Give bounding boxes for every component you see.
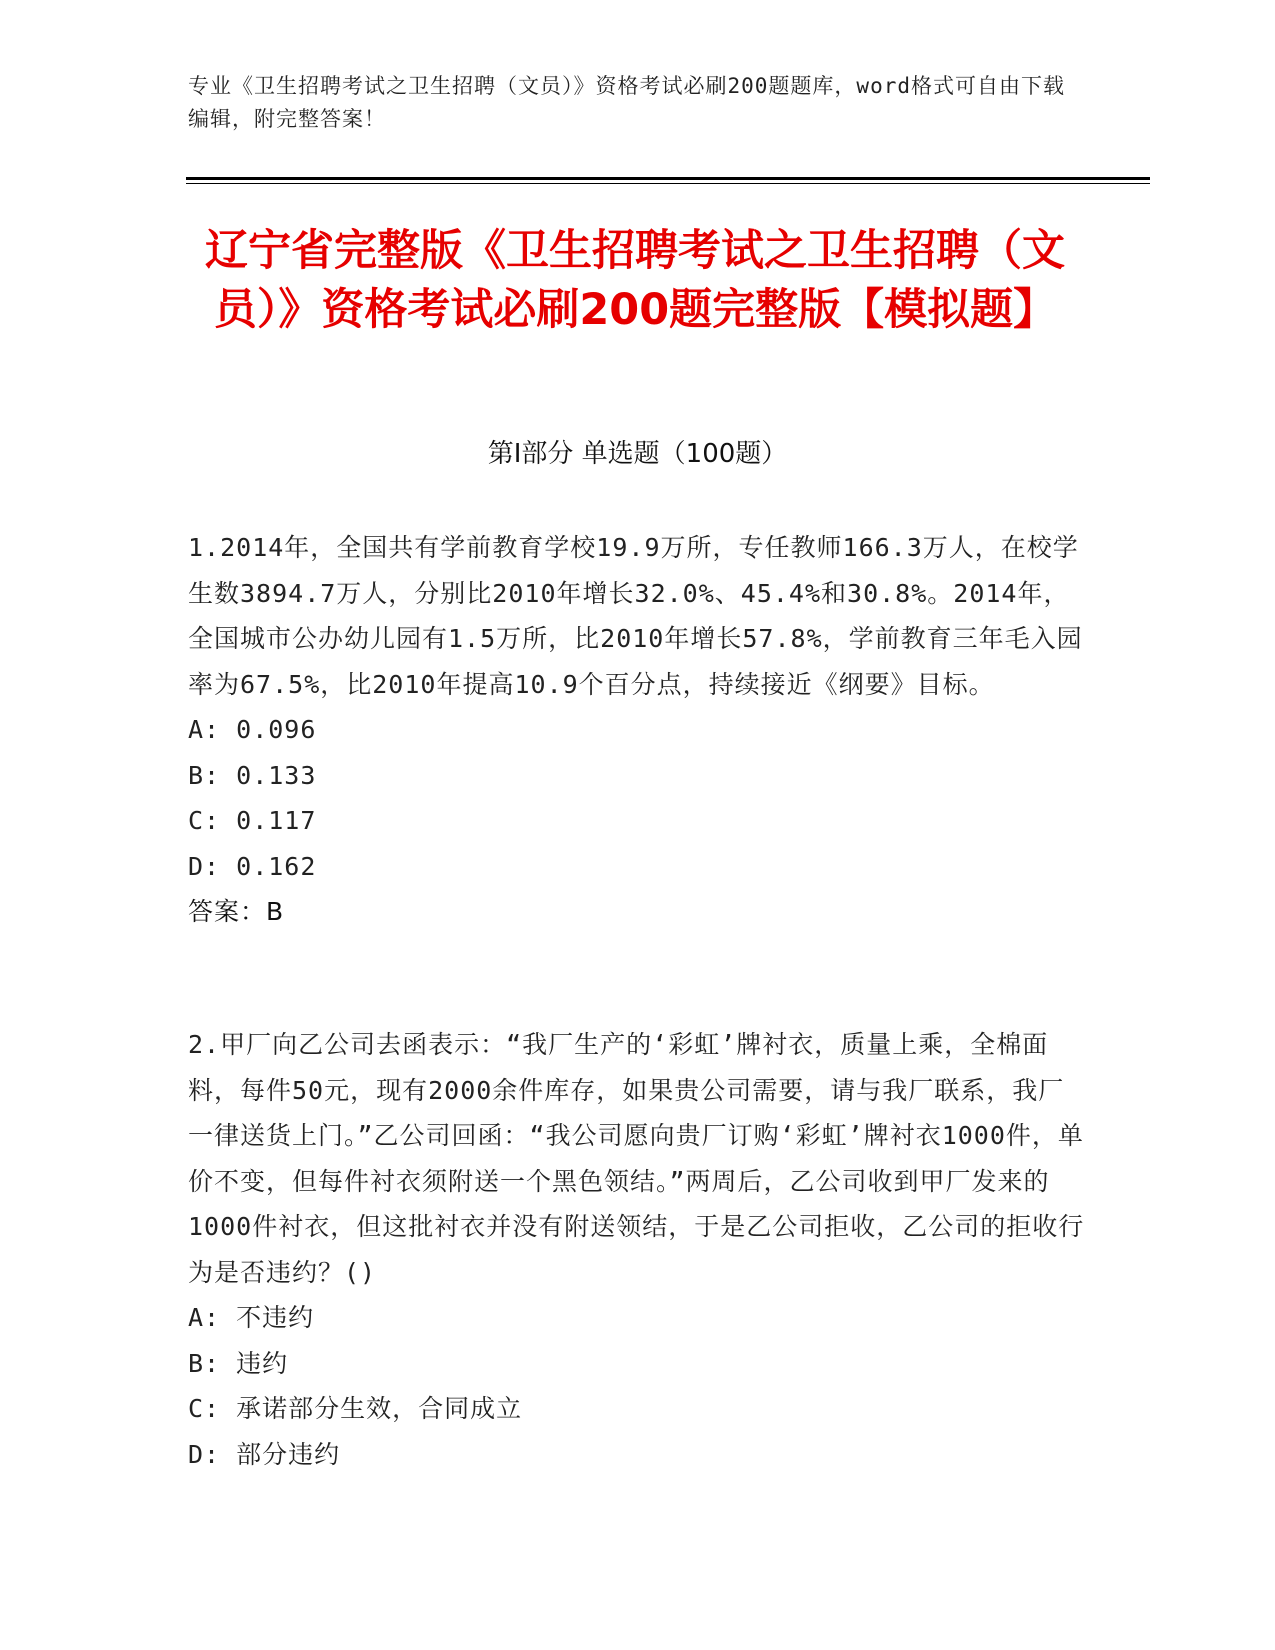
question-1-option-c: C: 0.117 <box>188 806 317 835</box>
question-1-option-b: B: 0.133 <box>188 760 317 790</box>
question-1-option-a: A: 0.096 <box>188 715 317 744</box>
question-1-option-d: D: 0.162 <box>188 851 317 881</box>
question-2-option-a: A: 不违约 <box>188 1303 315 1332</box>
question-2-option-b: B: 违约 <box>188 1348 289 1378</box>
header-divider-thick <box>186 177 1150 180</box>
document-header-note: 专业《卫生招聘考试之卫生招聘（文员）》资格考试必刷200题题库，word格式可自由下载编辑，附完整答案！ <box>188 74 1065 131</box>
question-2-option-d: D: 部分违约 <box>188 1439 341 1469</box>
document-title: 辽宁省完整版《卫生招聘考试之卫生招聘（文员）》资格考试必刷200题完整版【模拟题】 <box>205 226 1065 335</box>
header-divider-thin <box>186 183 1150 184</box>
question-1 <box>188 525 1088 935</box>
question-2-stem: 2.甲厂向乙公司去函表示：“我厂生产的‘彩虹’牌衬衣，质量上乘，全棉面料，每件50元，现有2000余件库存，如果贵公司需要，请与我厂联系，我厂一律送货上门。”乙公司回函：“我公司愿向贵厂订购‘彩虹’牌衬衣1000件，单价不变，但每件衬衣须附送一个黑色领结。”两周后，乙公司收到甲厂发来的1000件衬衣，但这批衬衣并没有附送领结，于是乙公司拒收，乙公司的拒收行为是否违约？() <box>188 1030 1085 1287</box>
question-2-option-c: C: 承诺部分生效，合同成立 <box>188 1394 523 1423</box>
question-1-answer: 答案：B <box>188 897 285 926</box>
question-2 <box>188 1022 1088 1477</box>
question-1-stem: 1.2014年，全国共有学前教育学校19.9万所，专任教师166.3万人，在校学生数3894.7万人，分别比2010年增长32.0%、45.4%和30.8%。2014年，全国城市公办幼儿园有1.5万所，比2010年增长57.8%，学前教育三年毛入园率为67.5%，比2010年提高10.9个百分点，持续接近《纲要》目标。 <box>188 533 1083 699</box>
section-heading: 第I部分 单选题（100题） <box>487 439 788 469</box>
